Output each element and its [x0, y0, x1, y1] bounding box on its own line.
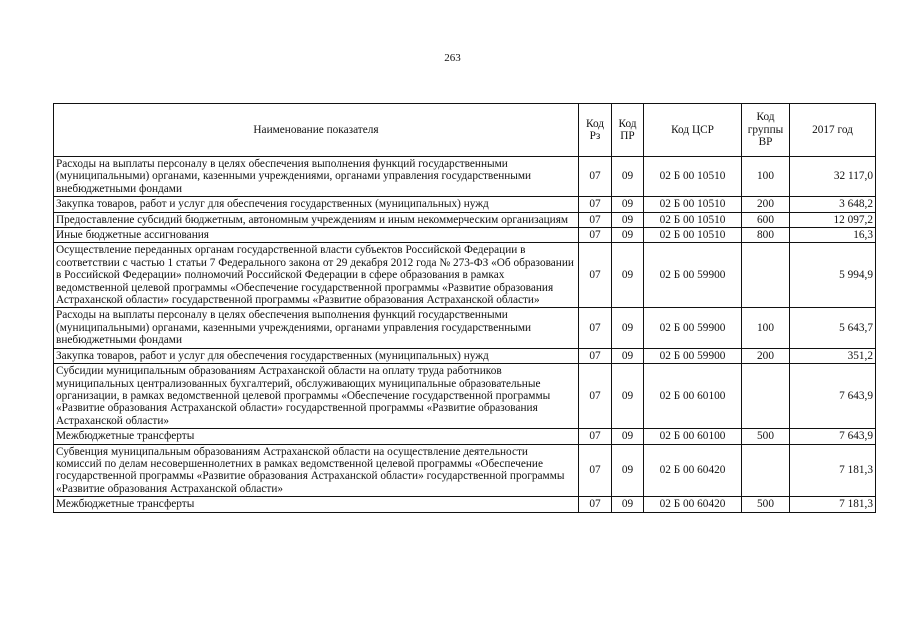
row-amount: 12 097,2: [790, 212, 876, 227]
table-row: [54, 228, 876, 243]
row-csr: 02 Б 00 59900: [644, 308, 742, 348]
row-name: Закупка товаров, работ и услуг для обеспечения государственных (муниципальных) нужд: [54, 348, 579, 363]
row-csr: 02 Б 00 60420: [644, 444, 742, 497]
table-header-row: [54, 104, 876, 157]
row-name: Закупка товаров, работ и услуг для обеспечения государственных (муниципальных) нужд: [54, 197, 579, 212]
row-csr: 02 Б 00 10510: [644, 157, 742, 197]
row-name: Субсидии муниципальным образованиям Астраханской области на оплату труда работников муниципальных централизованных бухгалтерий, обслуживающих муниципальные образовательные организации, в рамках ведомственной целевой программы «Обеспечение государственной программы «Развитие образования Астраханской области» государственной программы «Развитие образования Астраханской области»: [54, 364, 579, 429]
row-rz: 07: [579, 228, 612, 243]
row-pr: 09: [612, 212, 644, 227]
row-name: Иные бюджетные ассигнования: [54, 228, 579, 243]
row-pr: 09: [612, 429, 644, 444]
table-row: [54, 497, 876, 512]
row-pr: 09: [612, 197, 644, 212]
row-name: Осуществление переданных органам государственной власти субъектов Российской Федерации в соответствии с частью 1 статьи 7 Федерального закона от 29 декабря 2012 года № 273-ФЗ «Об образовании в Российской Федерации» полномочий Российской Федерации в сфере образования в рамках ведомственной целевой программы «Обеспечение государственной программы «Развитие образования Астраханской области» государственной программы «Развитие образования Астраханской области»: [54, 243, 579, 308]
row-csr: 02 Б 00 60100: [644, 429, 742, 444]
row-amount: 351,2: [790, 348, 876, 363]
row-amount: 32 117,0: [790, 157, 876, 197]
row-vr: [742, 444, 790, 497]
row-csr: 02 Б 00 59900: [644, 243, 742, 308]
header-pr: Код ПР: [612, 104, 644, 157]
row-rz: 07: [579, 444, 612, 497]
row-pr: 09: [612, 157, 644, 197]
row-amount: 7 181,3: [790, 444, 876, 497]
row-vr: 500: [742, 497, 790, 512]
row-rz: 07: [579, 212, 612, 227]
header-csr: Код ЦСР: [644, 104, 742, 157]
row-pr: 09: [612, 497, 644, 512]
row-rz: 07: [579, 157, 612, 197]
row-name: Предоставление субсидий бюджетным, автономным учреждениям и иным некоммерческим организациям: [54, 212, 579, 227]
row-pr: 09: [612, 243, 644, 308]
row-vr: 100: [742, 308, 790, 348]
row-rz: 07: [579, 243, 612, 308]
row-rz: 07: [579, 364, 612, 429]
header-vr: Код группы ВР: [742, 104, 790, 157]
row-name: Межбюджетные трансферты: [54, 429, 579, 444]
table-row: [54, 212, 876, 227]
table-row: [54, 157, 876, 197]
row-pr: 09: [612, 444, 644, 497]
header-year: 2017 год: [790, 104, 876, 157]
row-vr: 100: [742, 157, 790, 197]
row-vr: [742, 243, 790, 308]
row-amount: 5 643,7: [790, 308, 876, 348]
row-rz: 07: [579, 197, 612, 212]
row-csr: 02 Б 00 10510: [644, 197, 742, 212]
table-row: [54, 308, 876, 348]
budget-table: [53, 103, 876, 513]
row-csr: 02 Б 00 10510: [644, 212, 742, 227]
header-name: Наименование показателя: [54, 104, 579, 157]
row-pr: 09: [612, 308, 644, 348]
row-vr: 600: [742, 212, 790, 227]
table-row: [54, 243, 876, 308]
row-amount: 7 181,3: [790, 497, 876, 512]
row-name: Расходы на выплаты персоналу в целях обеспечения выполнения функций государственными (муниципальными) органами, казенными учреждениями, органами управления государственными внебюджетными фондами: [54, 308, 579, 348]
table-row: [54, 444, 876, 497]
row-name: Межбюджетные трансферты: [54, 497, 579, 512]
row-name: Субвенция муниципальным образованиям Астраханской области на осуществление деятельности комиссий по делам несовершеннолетних в рамках ведомственной целевой программы «Обеспечение государственной программы «Развитие образования Астраханской области» государственной программы «Развитие образования Астраханской области»: [54, 444, 579, 497]
table-row: [54, 429, 876, 444]
row-vr: 500: [742, 429, 790, 444]
row-vr: 200: [742, 197, 790, 212]
row-csr: 02 Б 00 10510: [644, 228, 742, 243]
row-amount: 7 643,9: [790, 429, 876, 444]
row-csr: 02 Б 00 59900: [644, 348, 742, 363]
row-rz: 07: [579, 429, 612, 444]
row-csr: 02 Б 00 60100: [644, 364, 742, 429]
row-pr: 09: [612, 364, 644, 429]
row-amount: 7 643,9: [790, 364, 876, 429]
row-amount: 5 994,9: [790, 243, 876, 308]
row-csr: 02 Б 00 60420: [644, 497, 742, 512]
header-rz: Код Рз: [579, 104, 612, 157]
row-pr: 09: [612, 348, 644, 363]
row-amount: 3 648,2: [790, 197, 876, 212]
table-row: [54, 348, 876, 363]
page-number: 263: [444, 52, 461, 64]
row-pr: 09: [612, 228, 644, 243]
row-rz: 07: [579, 348, 612, 363]
table-row: [54, 364, 876, 429]
row-name: Расходы на выплаты персоналу в целях обеспечения выполнения функций государственными (муниципальными) органами, казенными учреждениями, органами управления государственными внебюджетными фондами: [54, 157, 579, 197]
row-vr: 800: [742, 228, 790, 243]
row-rz: 07: [579, 497, 612, 512]
table-row: [54, 197, 876, 212]
row-vr: [742, 364, 790, 429]
row-vr: 200: [742, 348, 790, 363]
row-rz: 07: [579, 308, 612, 348]
row-amount: 16,3: [790, 228, 876, 243]
